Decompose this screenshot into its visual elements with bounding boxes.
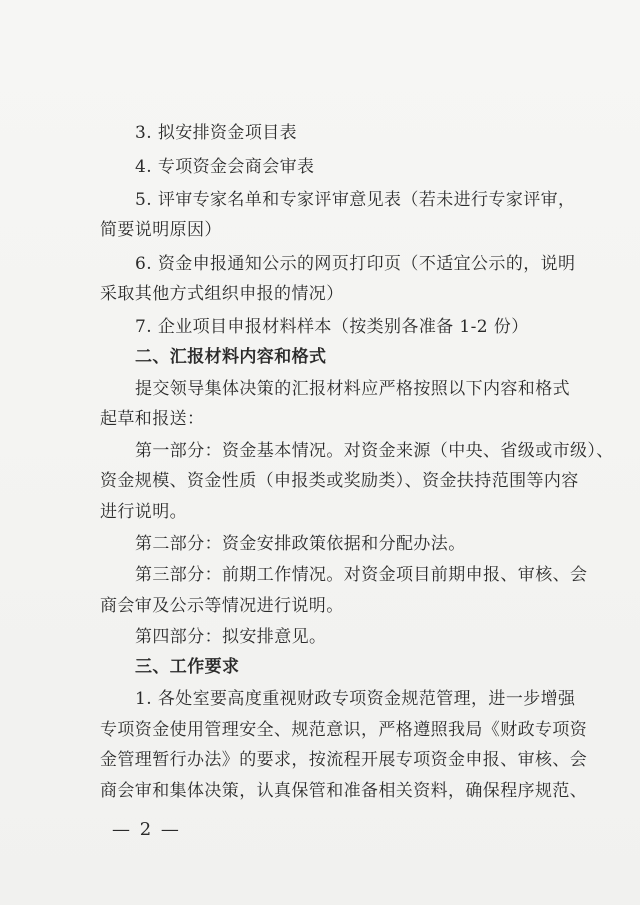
page-number: — 2 —: [112, 819, 181, 840]
paragraph-line: 起草和报送：: [100, 409, 205, 429]
paragraph-line: 资金规模、资金性质（申报类或奖励类）、资金扶持范围等内容: [100, 471, 579, 491]
paragraph-line: 第四部分：拟安排意见。: [135, 627, 327, 647]
list-item-6-continued: 采取其他方式组织申报的情况）: [100, 284, 344, 304]
list-item-6: 6. 资金申报通知公示的网页打印页（不适宜公示的，说明: [135, 254, 576, 274]
paragraph-line: 第一部分：资金基本情况。对资金来源（中央、省级或市级）、: [135, 441, 614, 461]
paragraph-line: 1. 各处室要高度重视财政专项资金规范管理，进一步增强: [135, 689, 576, 709]
paragraph-line: 第三部分：前期工作情况。对资金项目前期申报、审核、会: [135, 565, 588, 585]
section-heading-3: 三、工作要求: [135, 657, 240, 677]
paragraph-line: 第二部分：资金安排政策依据和分配办法。: [135, 534, 466, 554]
paragraph-line: 商会审和集体决策，认真保管和准备相关资料，确保程序规范、: [100, 781, 588, 801]
paragraph-line: 专项资金使用管理安全、规范意识，严格遵照我局《财政专项资: [100, 720, 588, 740]
list-item-5-continued: 简要说明原因）: [100, 220, 222, 240]
list-item-4: 4. 专项资金会商会审表: [135, 157, 315, 177]
paragraph-line: 金管理暂行办法》的要求，按流程开展专项资金申报、审核、会: [100, 750, 588, 770]
list-item-7: 7. 企业项目申报材料样本（按类别各准备 1-2 份）: [135, 317, 529, 337]
paragraph-line: 进行说明。: [100, 502, 187, 522]
paragraph-line: 商会审及公示等情况进行说明。: [100, 596, 344, 616]
list-item-5: 5. 评审专家名单和专家评审意见表（若未进行专家评审，: [135, 190, 576, 210]
list-item-3: 3. 拟安排资金项目表: [135, 123, 298, 143]
paragraph-line: 提交领导集体决策的汇报材料应严格按照以下内容和格式: [135, 379, 570, 399]
section-heading-2: 二、汇报材料内容和格式: [135, 347, 327, 367]
